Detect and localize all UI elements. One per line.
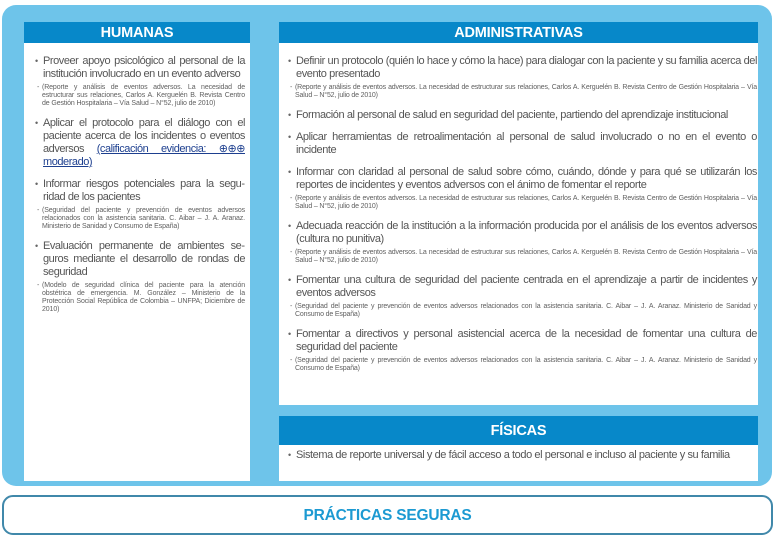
list-item [288,55,757,100]
list-item [35,240,245,314]
reference [288,195,757,211]
reference-text: (Seguridad del paciente y prevención de eventos adversos relacionados con la asistencia sanitaria. C. Aibar – J. A. Aranaz. Ministerio de Sanidad y Consumo de España) [42,207,245,230]
reference-text: (Seguridad del paciente y prevención de eventos adversos relacionados con la asistencia sanitaria. C. Aibar – J. A. Aranaz. Ministerio de Sanidad y Consumo de España) [295,303,757,318]
fisicas-list [279,445,758,462]
footer-title: PRÁCTICAS SEGURAS [303,507,472,524]
bullet-icon: • [35,241,39,251]
administrativas-header: ADMINISTRATIVAS [279,22,758,43]
footer-title-box [2,495,773,535]
list-item [35,117,245,169]
reference-marker: - [290,303,293,310]
reference-text: (Seguridad del paciente y prevención de eventos adversos relacionados con la asistencia sanitaria. C. Aibar – J. A. Aranaz. Ministerio de Sanidad y Consumo de España) [295,357,757,372]
bullet-icon: • [35,179,39,189]
reference-marker: - [290,249,293,256]
item-text: Formación al personal de salud en seguridad del paciente, partiendo del aprendizaje institucional [296,109,728,121]
humanas-header: HUMANAS [24,22,250,43]
reference [288,357,757,373]
administrativas-list [279,43,758,373]
reference-text: (Reporte y análisis de eventos adversos. La necesidad de estructurar sus relaciones, Carlos A. Kerguelén B. Revista Centro de Gestión Hospitalaria – Vía Salud – N°52, julio de 2010) [295,249,757,264]
reference-marker: - [290,195,293,202]
item-text: Aplicar el protocolo para el diálogo con el paciente acerca de los incidentes o eventos adversos [43,117,245,155]
list-item [288,274,757,319]
reference-text: (Reporte y análisis de eventos adversos. La necesidad de estructurar sus relaciones, Carlos A. Kerguelén B. Revista Centro de Gestión Hospitalaria – Vía Salud – N°52, julio de 2010) [295,84,757,99]
item-text: Definir un protocolo (quién lo hace y cómo la hace) para dialogar con la paciente y su familia acerca del evento presentado [296,55,757,80]
fisicas-column [279,416,758,481]
humanas-list [24,43,250,314]
item-text: Proveer apoyo psicológico al personal de la institución involucrado en un evento adverso [43,55,245,80]
item-text: Fomentar una cultura de seguridad del paciente centrada en el aprendizaje a partir de incidentes y eventos adversos [296,274,757,299]
reference-marker: - [37,84,40,91]
reference-text: (Reporte y análisis de eventos adversos. La necesidad de estructurar sus relaciones, Carlos A. Kerguelén B. Revista Centro de Gestión Hospitalaria – Vía Salud – N°52, julio de 2010) [42,84,245,107]
evidence-rating-link[interactable]: (calificación evidencia: ⊕⊕⊕ moderado) [43,143,245,168]
list-item [288,109,757,122]
item-text: Evaluación permanente de ambientes seguros mediante el desarrollo de rondas de seguridad [43,240,245,278]
item-text: Aplicar herramientas de retroalimentación al personal de salud involucrado o no en el evento o incidente [296,131,757,156]
reference-marker: - [290,357,293,364]
list-item [35,178,245,231]
item-text: Fomentar a directivos y personal asistencial acerca de la necesidad de fomentar una cultura de seguridad del paciente [296,328,757,353]
reference [35,207,245,231]
reference [288,303,757,319]
list-item [288,131,757,157]
bullet-icon: • [288,56,292,66]
bullet-icon: • [35,56,39,66]
safe-practices-panel [2,5,772,486]
bullet-icon: • [288,132,292,142]
reference [35,84,245,108]
bullet-icon: • [288,329,292,339]
item-text: Adecuada reacción de la institución a la información producida por el análisis de los eventos adversos (cultura no punitiva) [296,220,757,245]
list-item [288,166,757,211]
fisicas-header: FÍSICAS [279,416,758,445]
administrativas-column [279,22,758,405]
bullet-icon: • [35,118,39,128]
bullet-icon: • [288,110,292,120]
reference-text: (Modelo de seguridad clínica del paciente para la atención obstétrica de emergencia. M. González – Ministerio de la Protección Social República de Colombia – UNFPA; Diciembre de 2010) [42,282,245,313]
list-item [288,220,757,265]
item-text-container [43,117,245,169]
list-item [288,328,757,373]
list-item [288,449,757,462]
item-text: Informar riesgos potenciales para la seguridad de los pacientes [43,178,245,203]
bullet-icon: • [288,167,292,177]
item-text: Sistema de reporte universal y de fácil acceso a todo el personal e incluso al paciente y su familia [296,449,730,461]
reference [35,282,245,314]
bullet-icon: • [288,450,292,460]
reference-marker: - [37,207,40,214]
reference-text: (Reporte y análisis de eventos adversos. La necesidad de estructurar sus relaciones, Carlos A. Kerguelén B. Revista Centro de Gestión Hospitalaria – Vía Salud – N°52, julio de 2010) [295,195,757,210]
reference-marker: - [37,282,40,289]
item-text: Informar con claridad al personal de salud sobre cómo, cuándo, dónde y para qué se utilizarán los reportes de incidentes y eventos adversos con el ánimo de fomentar el reporte [296,166,757,191]
reference [288,249,757,265]
humanas-column [24,22,250,481]
list-item [35,55,245,108]
bullet-icon: • [288,221,292,231]
bullet-icon: • [288,275,292,285]
reference [288,84,757,100]
reference-marker: - [290,84,293,91]
